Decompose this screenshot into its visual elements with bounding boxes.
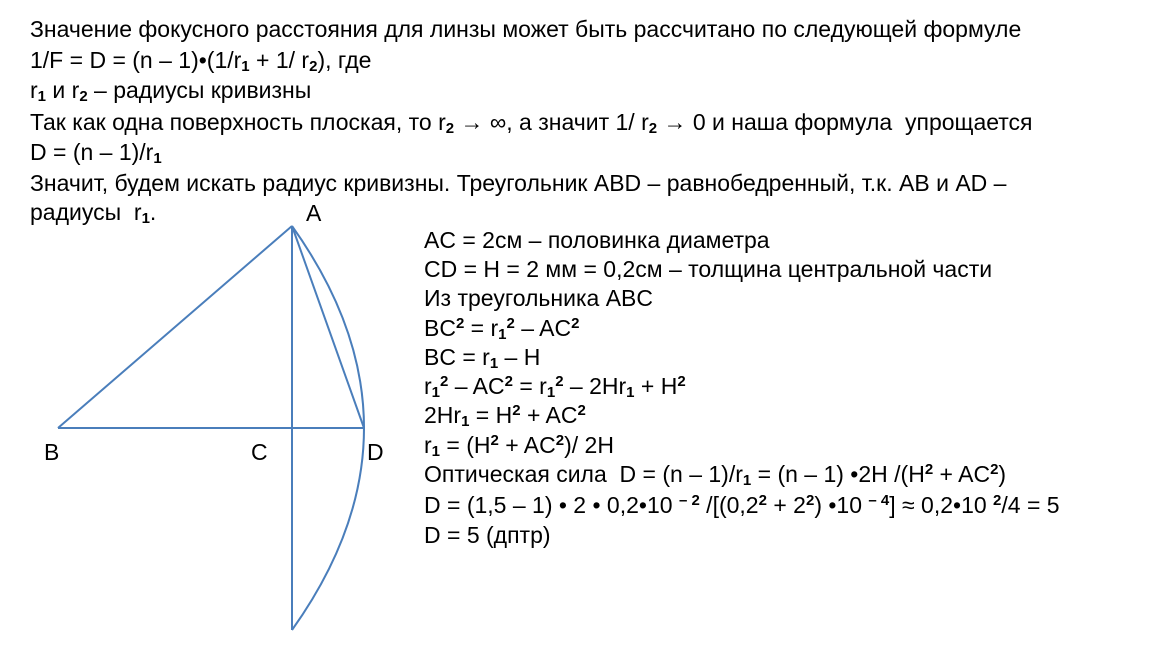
superscript: 2 [993,492,1002,509]
point-label-a: A [306,200,322,226]
subscript: 1 [431,443,441,460]
superscript: – 2 [678,492,700,509]
solution-line-6 [424,372,686,401]
subscript: 2 [648,120,658,137]
text: + AC [498,432,556,458]
text: Так как одна поверхность плоская, то r [30,109,446,135]
superscript: 2 [577,402,586,419]
superscript: 2 [805,492,815,509]
subscript: 2 [79,88,88,105]
superscript: 2 [555,373,564,390]
text: – AC [448,373,505,399]
text: 1/F = D = (n – 1)•(1/r [30,47,242,73]
subscript: 1 [241,58,250,75]
point-label-b: B [44,439,60,465]
segment-ab [58,226,292,428]
solution-line-11: D = 5 (дптр) [424,522,551,548]
subscript: 2 [309,58,318,75]
text: D = (1,5 – 1) • 2 • 0,2•10 [424,492,679,518]
text: + AC [520,402,578,428]
text: = H [469,402,513,428]
subscript: 1 [498,326,507,343]
text: )/ 2H [564,432,614,458]
solution-line-7 [424,401,586,430]
superscript: 2 [455,315,465,332]
point-label-d: D [367,439,384,465]
subscript: 1 [431,384,441,401]
subscript: 1 [153,150,162,167]
solution-line-3: Из треугольника ABC [424,285,653,311]
text: ) •10 [814,492,869,518]
subscript: 1 [141,210,150,227]
text: D = (n – 1)/r [30,139,154,165]
segment-ad [292,226,364,428]
text: r [424,432,432,458]
text: = r [464,315,499,341]
superscript: 2 [758,492,767,509]
solution-line-4 [424,314,579,343]
text: → ∞, а значит 1/ r [454,109,649,135]
superscript: 2 [440,373,449,390]
point-label-c: C [251,439,268,465]
text: – AC [514,315,572,341]
solution-line-8 [424,431,614,460]
solution-line-9 [424,460,1006,489]
solution-line-1: AC = 2см – половинка диаметра [424,227,770,253]
superscript: 2 [490,432,499,449]
text: – H [498,344,541,370]
text: → 0 и наша формула упрощается [657,109,1033,135]
superscript: 2 [506,315,515,332]
subscript: 1 [546,384,556,401]
superscript: 2 [924,461,934,478]
text: /4 = 5 [1001,492,1060,518]
text: и r [46,77,80,103]
text: ) [998,461,1007,487]
subscript: 2 [445,120,455,137]
superscript: 2 [571,315,580,332]
subscript: 1 [742,472,752,489]
subscript: 1 [489,355,499,372]
text: r [424,373,432,399]
text: BC = r [424,344,490,370]
text: . [149,199,157,225]
text: + 1/ r [249,47,310,73]
text: + 2 [766,492,806,518]
superscript: 2 [512,402,521,419]
superscript: 2 [555,432,565,449]
text: = r [512,373,547,399]
text: радиусы r [30,199,142,225]
intro-line-1: Значение фокусного расстояния для линзы может быть рассчитано по следующей формуле [30,16,1022,42]
solution-line-2: CD = H = 2 мм = 0,2см – толщина центральной части [424,256,993,282]
text: Оптическая сила D = (n – 1)/r [424,461,743,487]
text: r [30,77,38,103]
subscript: 1 [37,88,47,105]
solution-line-5 [424,343,540,372]
text: = (n – 1) •2H /(H [751,461,925,487]
text: + H [634,373,678,399]
text: /[(0,2 [699,492,759,518]
text: – радиусы кривизны [87,77,312,103]
superscript: – 4 [868,492,890,509]
intro-line-6: Значит, будем искать радиус кривизны. Треугольник ABD – равнобедренный, т.к. AB и AD – [30,170,1007,196]
text: – 2Hr [563,373,627,399]
solution-line-10 [424,491,1060,520]
text: = (H [440,432,491,458]
subscript: 1 [461,413,470,430]
text: 2Hr [424,402,462,428]
text: ), где [317,47,372,73]
text: + AC [933,461,991,487]
superscript: 2 [677,373,686,390]
superscript: 2 [504,373,513,390]
text: BC [424,315,456,341]
subscript: 1 [626,384,635,401]
superscript: 2 [990,461,999,478]
text: ] ≈ 0,2•10 [889,492,994,518]
